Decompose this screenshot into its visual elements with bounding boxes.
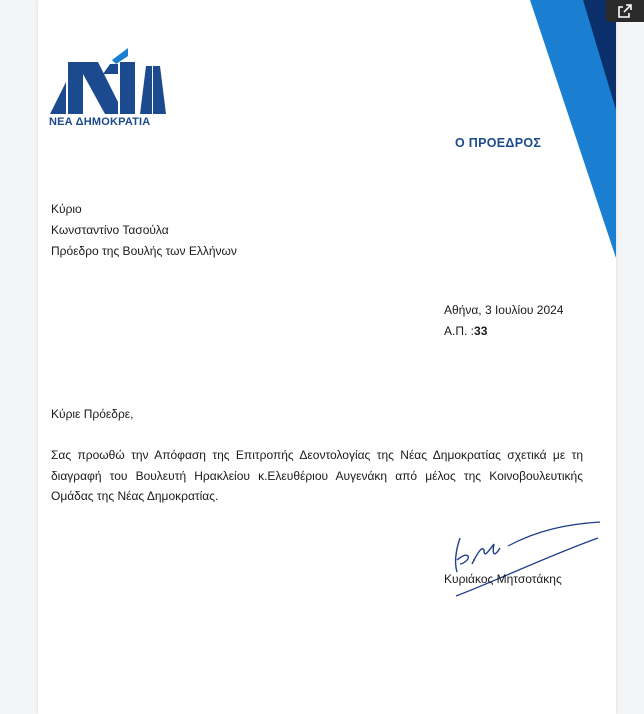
- reference-label: Α.Π. :: [444, 324, 475, 338]
- recipient-block: [51, 199, 237, 262]
- letter-date: Αθήνα, 3 Ιουλίου 2024: [444, 303, 564, 317]
- reference-number: 33: [474, 324, 488, 338]
- recipient-line-1: Κύριο: [51, 202, 82, 216]
- letter-body: Σας προωθώ την Απόφαση της Επιτροπής Δεοντολογίας της Νέας Δημοκρατίας σχετικά με τη διαγραφή του Βουλευτή Ηρακλείου κ.Ελευθέριου Αυγενάκη από μέλος της Κοινοβουλευτικής Ομάδας της Νέας Δημοκρατίας.: [51, 448, 583, 503]
- salutation: Κύριε Πρόεδρε,: [51, 407, 134, 421]
- external-link-icon: [617, 3, 633, 19]
- office-title: Ο ΠΡΟΕΔΡΟΣ: [455, 136, 542, 150]
- date-block: [444, 300, 563, 342]
- letter-page: [38, 0, 616, 714]
- reference-line: [444, 321, 563, 342]
- recipient-line-3: Πρόεδρο της Βουλής των Ελλήνων: [51, 244, 237, 258]
- signer-name: Κυριάκος Μητσοτάκης: [444, 572, 562, 586]
- open-external-button[interactable]: [606, 0, 644, 22]
- signature: [448, 520, 608, 600]
- party-name: ΝΕΑ ΔΗΜΟΚΡΑΤΙΑ: [49, 116, 151, 128]
- recipient-line-2: Κωνσταντίνο Τασούλα: [51, 223, 169, 237]
